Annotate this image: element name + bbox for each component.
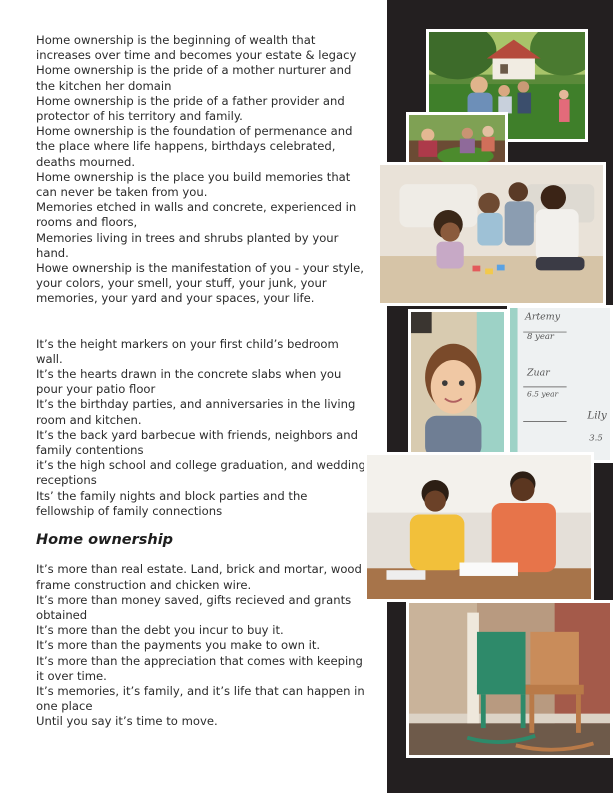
chart-label: 8 year [526,331,554,342]
paragraph: Home ownership is the place you build memories that can never be taken from you. [36,169,351,200]
chart-label: 6.5 year [526,389,559,399]
photo-boy-portrait [408,309,507,461]
paragraph: Until you say it’s time to move. [36,714,218,729]
photo-family-living-room [377,162,606,306]
paragraph: Home ownership is the beginning of wealth that increases over time and becomes your estate & legacy [36,33,357,63]
paragraph: It’s the height markers on your first child’s bedroom wall. [36,336,339,366]
photo-porch-rocking-chairs [406,600,613,758]
chart-label: Lily [587,409,607,422]
section-2 [36,337,366,519]
chart-label: Artemy [525,311,561,323]
article-text [36,33,366,730]
paragraph: Howe ownership is the manifestation of you - your style, your colors, your smell, your stuff, your junk, your memories, your yard and your spaces, your life. [36,261,364,306]
paragraph: Home ownership is the pride of a mother nurturer and the kitchen her domain [36,63,352,93]
chart-label: 3.5 [589,433,603,444]
paragraph: It’s the back yard barbecue with friends, neighbors and family contentions [36,427,358,458]
paragraph: It’s more than the debt you incur to buy it. [36,623,284,638]
paragraph: It’s the birthday parties, and anniversaries in the living room and kitchen. [36,397,356,427]
paragraph: It’s more than the payments you make to own it. [36,638,321,653]
section-3 [36,562,366,729]
chart-label: Zuar [526,367,550,379]
photo-growth-chart-wall [507,305,613,463]
spacer [36,307,366,337]
paragraph: It’s memories, it’s family, and it’s life that can happen in one place [36,683,365,714]
paragraph: It’s more than money saved, gifts recieved and grants obtained [36,592,352,622]
photo-couple-paperwork [364,452,594,602]
section-heading: Home ownership [36,532,174,549]
paragraph: Home ownership is the foundation of permenance and the place where life happens, birthdays celebrated, deaths mourned. [36,124,353,169]
paragraph: It’s the hearts drawn in the concrete slabs when you pour your patio floor [36,367,342,397]
paragraph: Memories etched in walls and concrete, experienced in rooms and floors, [36,200,357,230]
paragraph: It’s more than real estate. Land, brick and mortar, wood frame construction and chicken wire. [36,562,362,592]
paragraph: it’s the high school and college graduation, and wedding receptions [36,458,366,488]
paragraph: Its’ the family nights and block parties and the fellowship of family connections [36,488,308,518]
section-1 [36,33,366,307]
paragraph: Home ownership is the pride of a father provider and protector of his territory and family. [36,93,345,124]
paragraph: Memories living in trees and shrubs planted by your hand. [36,230,339,260]
paragraph: It’s more than the appreciation that comes with keeping it over time. [36,653,363,683]
